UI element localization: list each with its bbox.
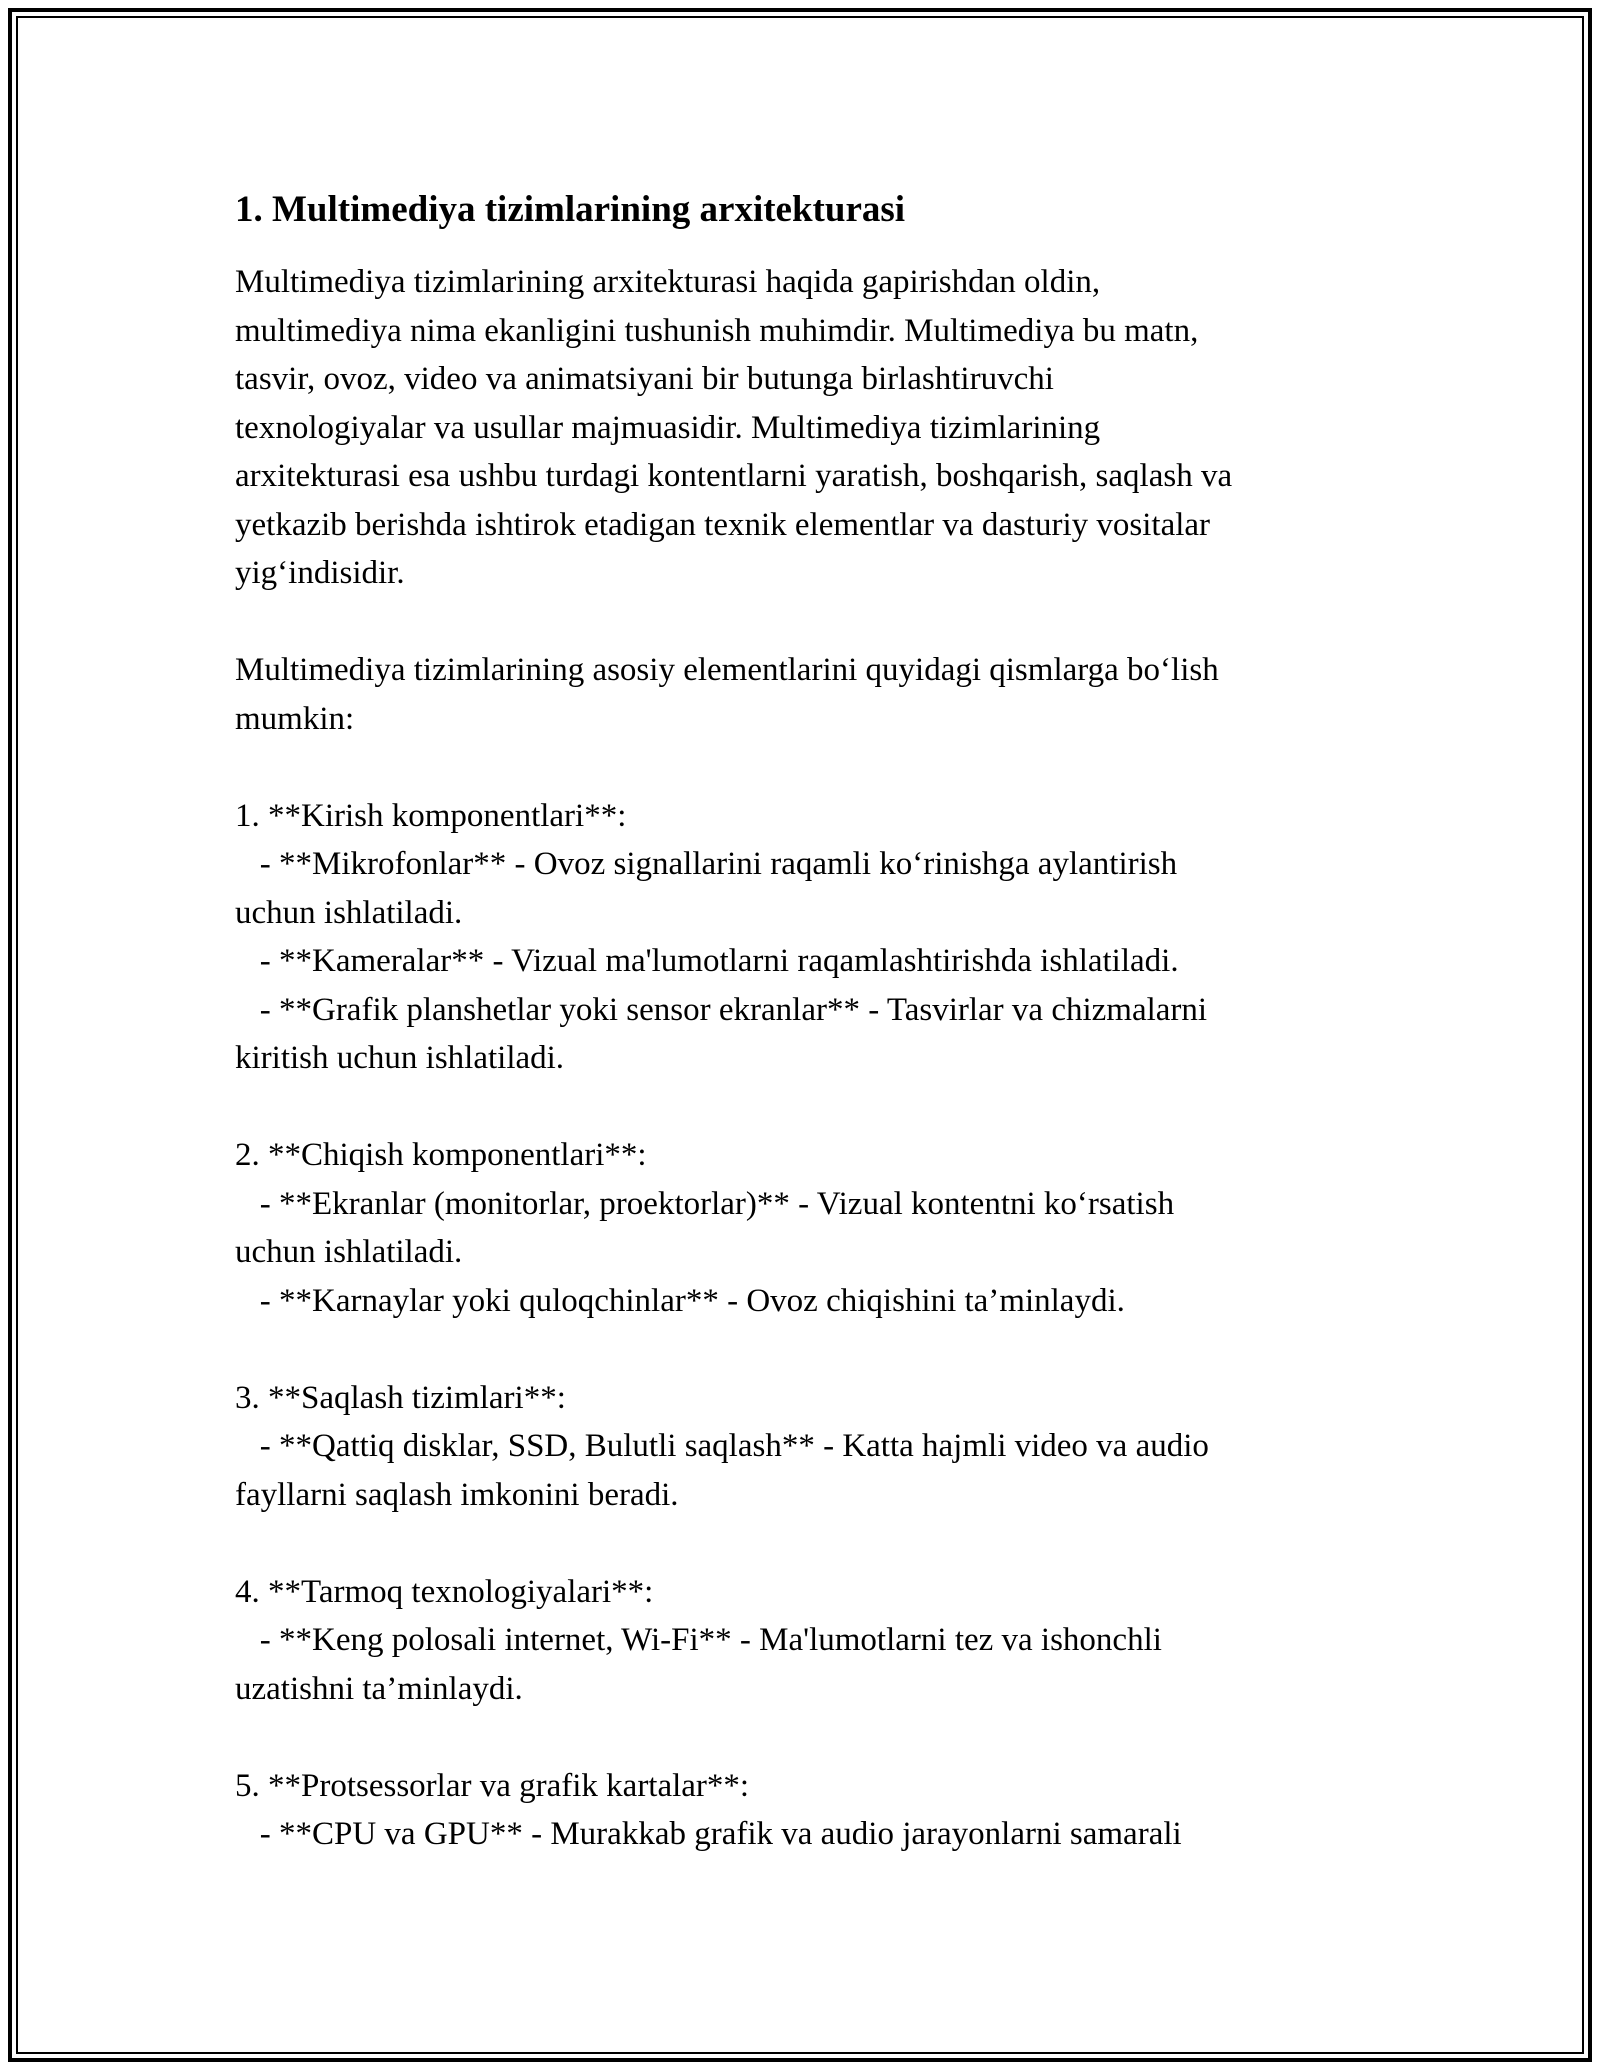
list-heading-storage: 3. **Saqlash tizimlari**: [235, 1379, 566, 1416]
list-item: - **CPU va GPU** - Murakkab grafik va audio jarayonlarni samarali [235, 1816, 1182, 1852]
list-item: - **Keng polosali internet, Wi-Fi** - Ma'lumotlarni tez va ishonchli [235, 1622, 1162, 1658]
text-line: Multimediya tizimlarining asosiy elementlarini quyidagi qismlarga bo‘lish [235, 652, 1219, 688]
text-line: yetkazib berishda ishtirok etadigan texnik elementlar va dasturiy vositalar [235, 506, 1211, 543]
blank-line [235, 598, 1365, 647]
list-heading-processors: 5. **Protsessorlar va grafik kartalar**: [235, 1767, 750, 1804]
body-text [235, 258, 1365, 1859]
list-heading-network: 4. **Tarmoq texnologiyalari**: [235, 1573, 654, 1610]
blank-line [235, 1325, 1365, 1374]
text-line: tasvir, ovoz, video va animatsiyani bir butunga birlashtiruvchi [235, 361, 1054, 397]
list-heading-output: 2. **Chiqish komponentlari**: [235, 1137, 647, 1173]
list-item: - **Qattiq disklar, SSD, Bulutli saqlash** - Katta hajmli video va audio [235, 1428, 1209, 1464]
text-line: texnologiyalar va usullar majmuasidir. Multimediya tizimlarining [235, 409, 1101, 446]
blank-line [235, 1519, 1365, 1568]
list-item: - **Karnaylar yoki quloqchinlar** - Ovoz chiqishini ta’minlaydi. [235, 1282, 1125, 1319]
list-item-continuation: fayllarni saqlash imkonini beradi. [235, 1476, 679, 1513]
document-body [235, 186, 1365, 1859]
blank-line [235, 743, 1365, 792]
section-heading: 1. Multimediya tizimlarining arxitekturasi [235, 189, 906, 230]
list-item: - **Grafik planshetlar yoki sensor ekranlar** - Tasvirlar va chizmalarni [235, 991, 1208, 1028]
blank-line [235, 1713, 1365, 1762]
list-item-continuation: kiritish uchun ishlatiladi. [235, 1040, 565, 1076]
text-line: Multimediya tizimlarining arxitekturasi haqida gapirishdan oldin, [235, 264, 1101, 300]
list-item-continuation: uchun ishlatiladi. [235, 1234, 463, 1270]
list-item-continuation: uchun ishlatiladi. [235, 894, 463, 931]
list-item: - **Kameralar** - Vizual ma'lumotlarni raqamlashtirishda ishlatiladi. [235, 943, 1179, 979]
text-line: arxitekturasi esa ushbu turdagi kontentlarni yaratish, boshqarish, saqlash va [235, 458, 1233, 494]
text-line: mumkin: [235, 700, 355, 737]
list-heading-input: 1. **Kirish komponentlari**: [235, 797, 627, 834]
list-item: - **Mikrofonlar** - Ovoz signallarini raqamli ko‘rinishga aylantirish [235, 846, 1178, 882]
text-line: yig‘indisidir. [235, 555, 405, 591]
blank-line [235, 1083, 1365, 1132]
text-line: multimediya nima ekanligini tushunish muhimdir. Multimediya bu matn, [235, 312, 1199, 349]
list-item: - **Ekranlar (monitorlar, proektorlar)** - Vizual kontentni ko‘rsatish [235, 1185, 1175, 1222]
list-item-continuation: uzatishni ta’minlaydi. [235, 1670, 523, 1707]
